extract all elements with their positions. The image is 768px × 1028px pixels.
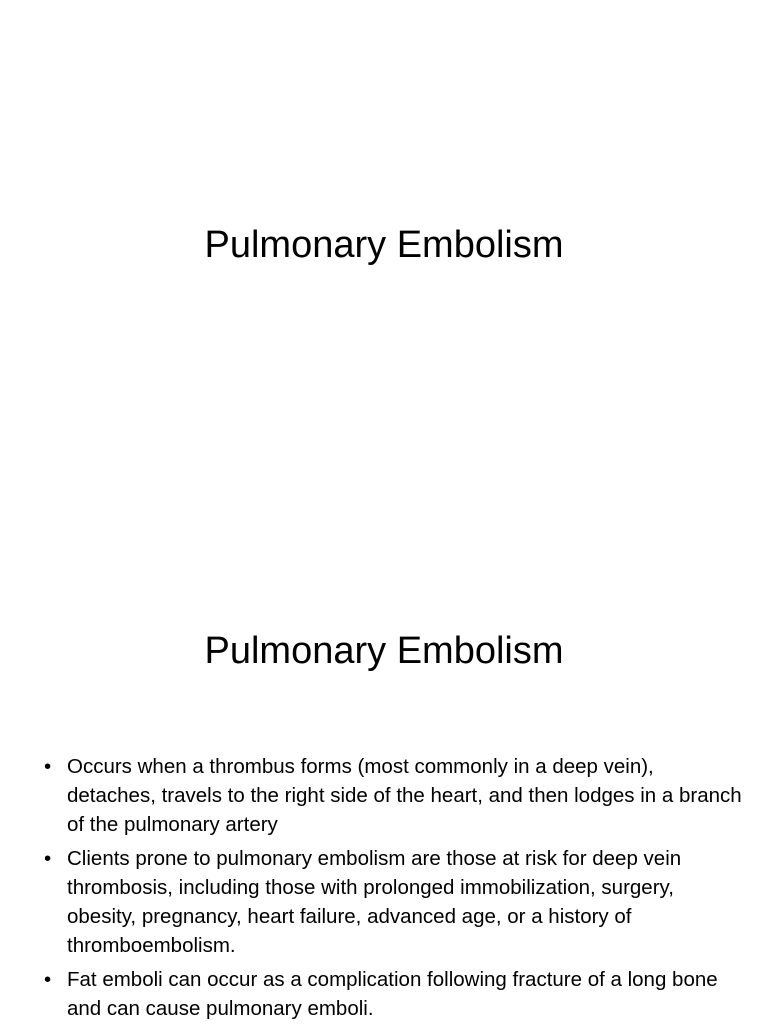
content-slide [0, 432, 768, 1024]
bullet-icon: • [44, 968, 52, 991]
bullet-item [44, 844, 744, 960]
bullet-text: Clients prone to pulmonary embolism are those at risk for deep vein thrombosis, including those with prolonged immobilization, surgery, obesity, pregnancy, heart failure, advanced age, or a history of thromboembolism. [67, 847, 682, 957]
bullet-icon: • [44, 847, 52, 870]
bullet-item [44, 752, 744, 839]
slide-title: Pulmonary Embolism [204, 224, 564, 266]
bullet-item [44, 965, 744, 1023]
bullet-text: Occurs when a thrombus forms (most commonly in a deep vein), detaches, travels to the right side of the heart, and then lodges in a branch of the pulmonary artery [67, 755, 742, 836]
bullet-text: Fat emboli can occur as a complication following fracture of a long bone and can cause pulmonary emboli. [67, 968, 718, 1020]
bullet-list [44, 752, 744, 1028]
title-slide [0, 0, 768, 432]
bullet-icon: • [44, 755, 52, 778]
slide-title: Pulmonary Embolism [204, 630, 564, 672]
